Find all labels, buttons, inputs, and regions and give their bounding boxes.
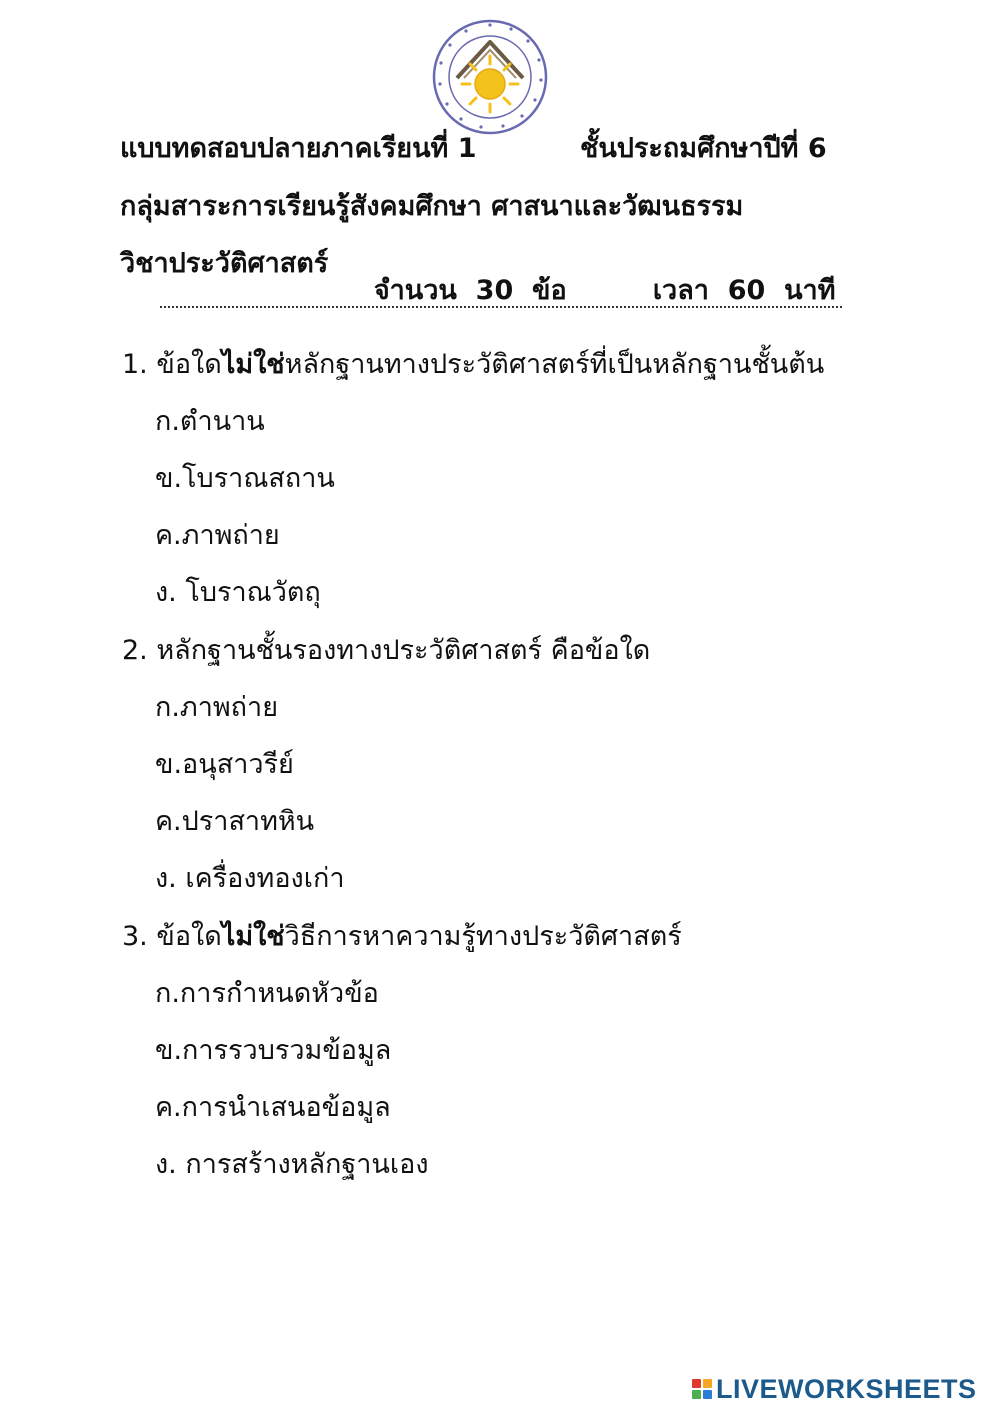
choice-label: ค.ภาพถ่าย <box>155 520 280 551</box>
question-2-choice-a[interactable] <box>155 694 278 721</box>
exam-title-line <box>120 135 477 162</box>
school-logo-emblem-icon <box>431 18 549 136</box>
question-text-suffix: หลักฐานทางประวัติศาสตร์ที่เป็นหลักฐานชั้นต้น <box>284 349 825 380</box>
subject-group-text: กลุ่มสาระการเรียนรู้สังคมศึกษา ศาสนาและวัฒนธรรม <box>120 191 744 222</box>
question-2-choice-d[interactable] <box>155 865 344 892</box>
question-1-choice-b[interactable] <box>155 465 335 492</box>
question-3 <box>122 923 682 950</box>
question-3-choice-b[interactable] <box>155 1037 391 1064</box>
header-divider <box>160 306 842 308</box>
choice-label: ง. เครื่องทองเก่า <box>155 863 345 894</box>
question-2 <box>122 637 650 664</box>
liveworksheets-logo-icon <box>692 1379 712 1399</box>
choice-label: ก.ตำนาน <box>155 406 265 437</box>
question-3-choice-d[interactable] <box>155 1151 429 1178</box>
question-number: 2. <box>122 635 148 666</box>
question-number: 3. <box>122 921 148 952</box>
exam-duration-text: เวลา 60 นาที <box>652 275 836 306</box>
subject-name: วิชาประวัติศาสตร์ <box>120 248 329 279</box>
question-number: 1. <box>122 349 148 380</box>
grade-level <box>580 135 827 162</box>
subject-line <box>120 250 328 277</box>
choice-label: ก.การกำหนดหัวข้อ <box>155 978 379 1009</box>
question-text-emphasis: ไม่ใช่ <box>221 921 285 952</box>
choice-label: ง. โบราณวัตถุ <box>155 577 321 608</box>
choice-label: ก.ภาพถ่าย <box>155 692 279 723</box>
question-text-prefix: ข้อใด <box>156 921 222 952</box>
exam-title: แบบทดสอบปลายภาคเรียนที่ 1 <box>120 133 477 164</box>
question-text-prefix: ข้อใด <box>156 349 222 380</box>
question-1-choice-d[interactable] <box>155 579 321 606</box>
choice-label: ค.การนำเสนอข้อมูล <box>155 1092 391 1123</box>
liveworksheets-brand[interactable] <box>692 1374 977 1404</box>
question-1-choice-c[interactable] <box>155 522 280 549</box>
question-text-emphasis: ไม่ใช่ <box>221 349 285 380</box>
question-2-choice-b[interactable] <box>155 751 294 778</box>
choice-label: ข.อนุสาวรีย์ <box>155 749 294 780</box>
school-logo <box>431 18 549 136</box>
question-3-choice-a[interactable] <box>155 980 379 1007</box>
question-1 <box>122 351 824 378</box>
exam-duration <box>634 250 836 304</box>
question-2-choice-c[interactable] <box>155 808 314 835</box>
choice-label: ข.โบราณสถาน <box>155 463 335 494</box>
question-count <box>355 250 567 304</box>
choice-label: ค.ปราสาทหิน <box>155 806 315 837</box>
choice-label: ง. การสร้างหลักฐานเอง <box>155 1149 429 1180</box>
liveworksheets-wordmark: LIVEWORKSHEETS <box>716 1373 977 1404</box>
question-3-choice-c[interactable] <box>155 1094 391 1121</box>
question-1-choice-a[interactable] <box>155 408 265 435</box>
subject-group <box>120 193 743 220</box>
grade-level-text: ชั้นประถมศึกษาปีที่ 6 <box>580 133 827 164</box>
question-text-suffix: วิธีการหาความรู้ทางประวัติศาสตร์ <box>284 921 682 952</box>
question-text-prefix: หลักฐานชั้นรองทางประวัติศาสตร์ คือข้อใด <box>156 635 651 666</box>
choice-label: ข.การรวบรวมข้อมูล <box>155 1035 392 1066</box>
question-count-text: จำนวน 30 ข้อ <box>373 275 567 306</box>
